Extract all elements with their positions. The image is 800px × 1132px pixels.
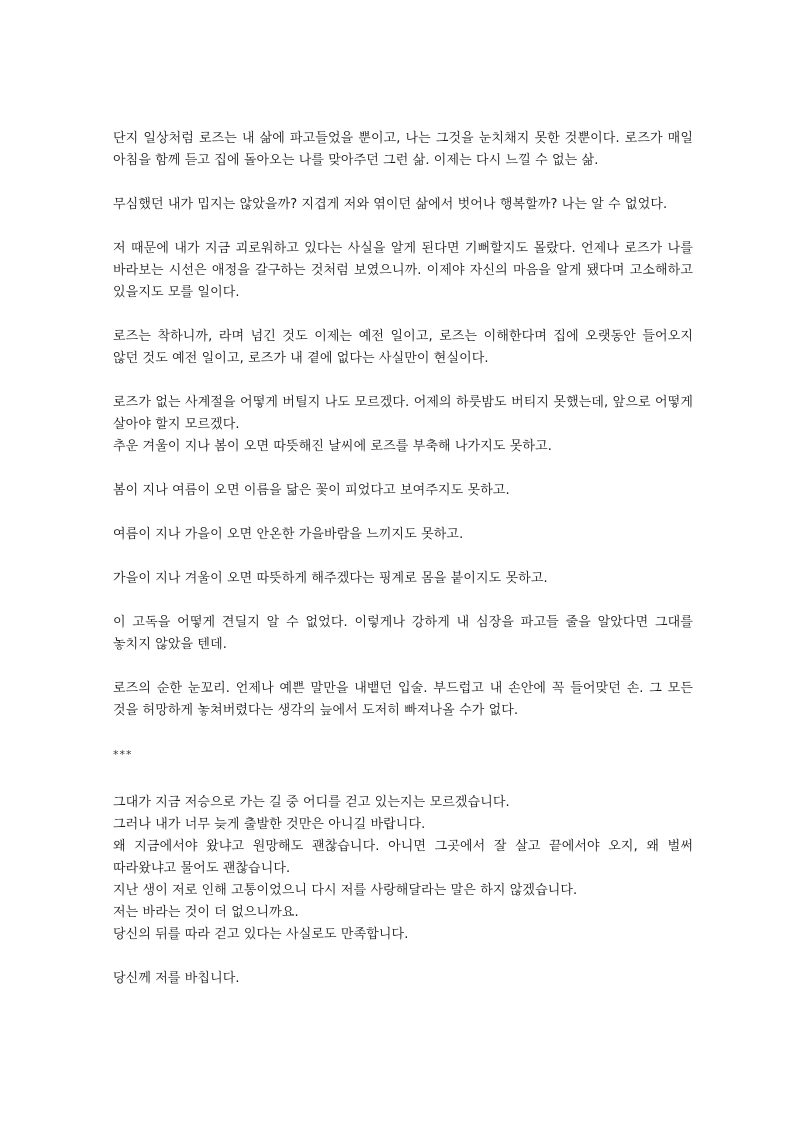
paragraph-5-line-2: 추운 겨울이 지나 봄이 오면 따뜻해진 날씨에 로즈를 부축해 나가지도 못하고. xyxy=(113,439,552,454)
section-divider: *** xyxy=(113,748,133,761)
paragraph-5-line-1: 로즈가 없는 사계절을 어떻게 버틸지 나도 모르겠다. 어제의 하룻밤도 버티지 못했는데, 앞으로 어떻게 살아야 할지 모르겠다. xyxy=(113,395,693,432)
letter-line: 지난 생이 저로 인해 고통이었으니 다시 저를 사랑해달라는 말은 하지 않겠습니다. xyxy=(113,883,578,898)
paragraph-4: 로즈는 착하니까, 라며 넘긴 것도 이제는 예전 일이고, 로즈는 이해한다며 집에 오랫동안 들어오지 않던 것도 예전 일이고, 로즈가 내 곁에 없다는 사실만이 현실이다. xyxy=(113,329,693,366)
paragraph-1: 단지 일상처럼 로즈는 내 삶에 파고들었을 뿐이고, 나는 그것을 눈치채지 못한 것뿐이다. 로즈가 매일 아침을 함께 듣고 집에 돌아오는 나를 맞아주던 그런 삶. 이제는 다시 느낄 수 없는 삶. xyxy=(113,131,693,168)
paragraph-spring: 봄이 지나 여름이 오면 이름을 닮은 꽃이 피었다고 보여주지도 못하고. xyxy=(113,483,510,498)
closing-line: 당신께 저를 바칩니다. xyxy=(113,971,240,986)
paragraph-3: 저 때문에 내가 지금 괴로워하고 있다는 사실을 알게 된다면 기뻐할지도 몰랐다. 언제나 로즈가 나를 바라보는 시선은 애정을 갈구하는 것처럼 보였으니까. 이제야 자신의 마음을 알게 됐다며 고소해하고 있을지도 모를 일이다. xyxy=(113,241,693,300)
document-page xyxy=(113,128,693,1012)
letter-line: 당신의 뒤를 따라 걷고 있다는 사실로도 만족합니다. xyxy=(113,927,409,942)
paragraph-5 xyxy=(113,392,693,458)
letter-line: 왜 지금에서야 왔냐고 원망해도 괜찮습니다. 아니면 그곳에서 잘 살고 끝에서야 오지, 왜 벌써 따라왔냐고 물어도 괜찮습니다. xyxy=(113,839,693,876)
paragraph-autumn: 가을이 지나 겨울이 오면 따뜻하게 해주겠다는 핑계로 몸을 붙이지도 못하고. xyxy=(113,571,548,586)
letter-line: 그러나 내가 너무 늦게 출발한 것만은 아니길 바랍니다. xyxy=(113,817,426,832)
letter-block xyxy=(113,792,693,946)
paragraph-2: 무심했던 내가 밉지는 않았을까? 지겹게 저와 엮이던 삶에서 벗어나 행복할까? 나는 알 수 없었다. xyxy=(113,197,668,212)
letter-line: 그대가 지금 저승으로 가는 길 중 어디를 걷고 있는지는 모르겠습니다. xyxy=(113,795,510,810)
letter-line: 저는 바라는 것이 더 없으니까요. xyxy=(113,905,299,920)
paragraph-summer: 여름이 지나 가을이 오면 안온한 가을바람을 느끼지도 못하고. xyxy=(113,527,464,542)
paragraph-loneliness: 이 고독을 어떻게 견딜지 알 수 없었다. 이렇게나 강하게 내 심장을 파고들 줄을 알았다면 그대를 놓치지 않았을 텐데. xyxy=(113,615,693,652)
paragraph-memory: 로즈의 순한 눈꼬리. 언제나 예쁜 말만을 내뱉던 입술. 부드럽고 내 손안에 꼭 들어맞던 손. 그 모든 것을 허망하게 놓쳐버렸다는 생각의 늪에서 도저히 빠져나올 수가 없다. xyxy=(113,681,693,718)
